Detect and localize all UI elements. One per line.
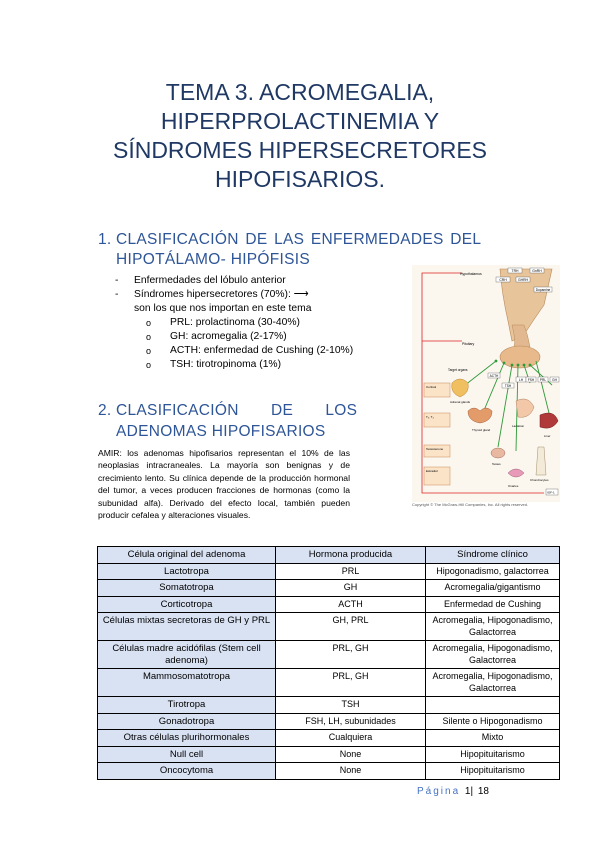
cell-hormone: FSH, LH, subunidades (276, 713, 426, 730)
cell-syndrome: Hipopituitarismo (426, 746, 560, 763)
section-title-line: ADENOMAS HIPOFISARIOS (116, 423, 326, 440)
cell-syndrome: Hipogonadismo, galactorrea (426, 563, 560, 580)
cell-cell-type: Lactotropa (98, 563, 276, 580)
cell-cell-type: Otras células plurihormonales (98, 730, 276, 747)
column-header: Célula original del adenoma (98, 547, 276, 564)
gh-label: GH (552, 378, 557, 382)
page-label: Página (417, 786, 461, 797)
section-title-line: CLASIFICACIÓN DE LAS ENFERMEDADES DEL (116, 231, 482, 248)
target-organs-label: Target organs (448, 368, 468, 372)
page-footer (417, 786, 489, 797)
crh-label: CRH (499, 278, 507, 282)
cell-syndrome: Hipopituitarismo (426, 763, 560, 780)
igf1-label: IGF-1 (547, 490, 555, 495)
cell-syndrome: Acromegalia/gigantismo (426, 580, 560, 597)
table-row (98, 746, 560, 763)
adrenal-label: Adrenal glands (450, 400, 471, 404)
table-row (98, 641, 560, 669)
page-total: 18 (477, 786, 489, 797)
cell-hormone: PRL (276, 563, 426, 580)
title-line: SÍNDROMES HIPERSECRETORES (112, 137, 488, 163)
figure-caption: Copyright © The McGraw-Hill Companies, Inc. All rights reserved. (412, 502, 529, 507)
column-header: Síndrome clínico (426, 547, 560, 564)
cell-cell-type: Oncocytoma (98, 763, 276, 780)
amir-paragraph: AMIR: los adenomas hipofisarios representan el 10% de las neoplasias intracraneales. La mayoría son benignas y de crecimiento lento. Su clínica depende de la producción hormonal del tumor, a veces producen fracciones de hormonas (como la subunidad alfa). Derivado del efecto local, también pueden producir cefalea y alteraciones visuales. (98, 448, 350, 521)
lh-label: LH (518, 378, 524, 382)
cell-cell-type: Null cell (98, 746, 276, 763)
title-line: HIPOFISARIOS. (215, 166, 385, 192)
table-row (98, 730, 560, 747)
adenoma-table (97, 546, 560, 780)
cell-cell-type: Células madre acidófilas (Stem cell adenoma) (98, 641, 276, 669)
prl-label: PRL (539, 378, 547, 382)
thyroid-label: Thyroid gland (472, 428, 491, 432)
column-header: Hormona producida (276, 547, 426, 564)
bone-shape (536, 447, 546, 475)
cell-cell-type: Corticotropa (98, 596, 276, 613)
trh-label: TRH (511, 269, 519, 273)
estradiol-label: Estradiol (426, 469, 438, 473)
section-title-line: CLASIFICACIÓN DE LOS (116, 402, 358, 419)
cortisol-label: Cortisol (426, 385, 437, 389)
fsh-label: FSH (527, 378, 535, 382)
table-row (98, 563, 560, 580)
table-row (98, 713, 560, 730)
page-number: 1 (464, 786, 471, 797)
ghrh-label: GHRH (518, 278, 528, 282)
testes-label: Testes (492, 462, 501, 466)
section-number: 2. (98, 402, 112, 419)
cell-syndrome (426, 697, 560, 714)
acth-label: ACTH (489, 374, 499, 378)
t3t4-label: T₃, T₄ (426, 415, 434, 419)
gnrh-label: GnRH (532, 269, 542, 273)
cell-syndrome: Acromegalia, Hipogonadismo, Galactorrea (426, 669, 560, 697)
cell-hormone: Cualquiera (276, 730, 426, 747)
cell-cell-type: Mammosomatotropa (98, 669, 276, 697)
page-separator: | (470, 786, 474, 797)
table-row (98, 669, 560, 697)
document-title (60, 78, 540, 194)
cell-hormone: None (276, 746, 426, 763)
cell-syndrome: Acromegalia, Hipogonadismo, Galactorrea (426, 613, 560, 641)
cell-hormone: None (276, 763, 426, 780)
cell-hormone: GH, PRL (276, 613, 426, 641)
cell-cell-type: Células mixtas secretoras de GH y PRL (98, 613, 276, 641)
cell-hormone: ACTH (276, 596, 426, 613)
chondrocytes-label: Chondrocytes (530, 478, 549, 482)
cell-hormone: GH (276, 580, 426, 597)
title-line: HIPERPROLACTINEMIA Y (160, 108, 440, 134)
hypothalamus-label: Hypothalamus (460, 272, 482, 276)
title-line: TEMA 3. ACROMEGALIA, (165, 79, 435, 105)
section-number: 1. (98, 231, 112, 248)
dopamine-label: Dopamine (535, 288, 551, 292)
cell-syndrome: Enfermedad de Cushing (426, 596, 560, 613)
lactation-label: Lactation (512, 424, 525, 428)
cell-cell-type: Gonadotropa (98, 713, 276, 730)
cell-syndrome: Mixto (426, 730, 560, 747)
section-title-line: HIPOTÁLAMO- HIPÓFISIS (116, 251, 311, 268)
cell-syndrome: Acromegalia, Hipogonadismo, Galactorrea (426, 641, 560, 669)
cell-cell-type: Tirotropa (98, 697, 276, 714)
pituitary-label: Pituitary (462, 342, 475, 346)
table-row (98, 697, 560, 714)
table-header-row (98, 547, 560, 564)
table-row (98, 596, 560, 613)
cell-hormone: PRL, GH (276, 669, 426, 697)
ovaries-label: Ovaries (508, 484, 519, 488)
testosterone-label: Testosterone (426, 447, 444, 451)
pituitary-gland (500, 346, 540, 368)
testes-shape (491, 448, 505, 458)
liver-label: Liver (544, 434, 551, 438)
table-row (98, 613, 560, 641)
hypothalamic-pituitary-diagram (412, 265, 560, 502)
cell-hormone: PRL, GH (276, 641, 426, 669)
table-row (98, 763, 560, 780)
cell-cell-type: Somatotropa (98, 580, 276, 597)
cell-hormone: TSH (276, 697, 426, 714)
tsh-label: TSH (504, 384, 512, 388)
cell-syndrome: Silente o Hipogonadismo (426, 713, 560, 730)
table-row (98, 580, 560, 597)
